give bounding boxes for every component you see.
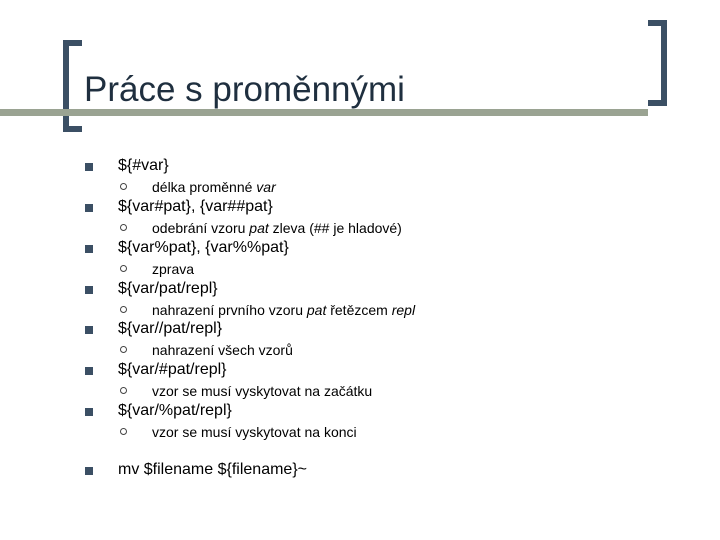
sub-bullet-text: zprava	[152, 261, 195, 277]
sub-bullet-text: vzor se musí vyskytovat na konci	[152, 424, 357, 440]
square-bullet-icon	[85, 286, 93, 294]
circle-bullet-icon	[120, 346, 127, 353]
sub-bullet-item	[0, 179, 720, 197]
bullet-item	[0, 402, 720, 424]
sub-bullet-text: nahrazení prvního vzoru pat řetězcem repl	[152, 302, 416, 318]
sub-bullet-item	[0, 220, 720, 238]
circle-bullet-icon	[120, 428, 127, 435]
circle-bullet-icon	[120, 265, 127, 272]
circle-bullet-icon	[120, 387, 127, 394]
square-bullet-icon	[85, 163, 93, 171]
sub-bullet-item	[0, 342, 720, 360]
bullet-item	[0, 361, 720, 383]
square-bullet-icon	[85, 326, 93, 334]
bullet-text: ${var/pat/repl}	[118, 280, 218, 297]
bullet-item	[0, 198, 720, 220]
sub-bullet-text: vzor se musí vyskytovat na začátku	[152, 383, 373, 399]
square-bullet-icon	[85, 367, 93, 375]
bullet-text: ${var/%pat/repl}	[118, 402, 232, 419]
sub-bullet-text: délka proměnné var	[152, 179, 276, 195]
bullet-text: ${var#pat}, {var##pat}	[118, 198, 273, 215]
bullet-item	[0, 280, 720, 302]
bullet-text: mv $filename ${filename}~	[118, 461, 307, 478]
bullet-item	[0, 157, 720, 179]
bullet-item	[0, 320, 720, 342]
title-underline	[0, 109, 648, 116]
sub-bullet-text: nahrazení všech vzorů	[152, 342, 293, 358]
circle-bullet-icon	[120, 306, 127, 313]
left-bracket-decoration	[63, 40, 83, 132]
sub-bullet-text: odebrání vzoru pat zleva (## je hladové)	[152, 220, 402, 236]
bullet-text: ${#var}	[118, 157, 169, 174]
circle-bullet-icon	[120, 183, 127, 190]
bullet-item	[0, 461, 720, 483]
sub-bullet-item	[0, 302, 720, 320]
bullet-item	[0, 239, 720, 261]
square-bullet-icon	[85, 408, 93, 416]
bullet-text: ${var//pat/repl}	[118, 320, 223, 337]
bullet-text: ${var%pat}, {var%%pat}	[118, 239, 289, 256]
square-bullet-icon	[85, 467, 93, 475]
sub-bullet-item	[0, 261, 720, 279]
bullet-text: ${var/#pat/repl}	[118, 361, 227, 378]
sub-bullet-item	[0, 383, 720, 401]
circle-bullet-icon	[120, 224, 127, 231]
square-bullet-icon	[85, 204, 93, 212]
sub-bullet-item	[0, 424, 720, 442]
square-bullet-icon	[85, 245, 93, 253]
right-bracket-decoration	[648, 20, 668, 106]
slide-title: Práce s proměnnými	[84, 70, 405, 109]
